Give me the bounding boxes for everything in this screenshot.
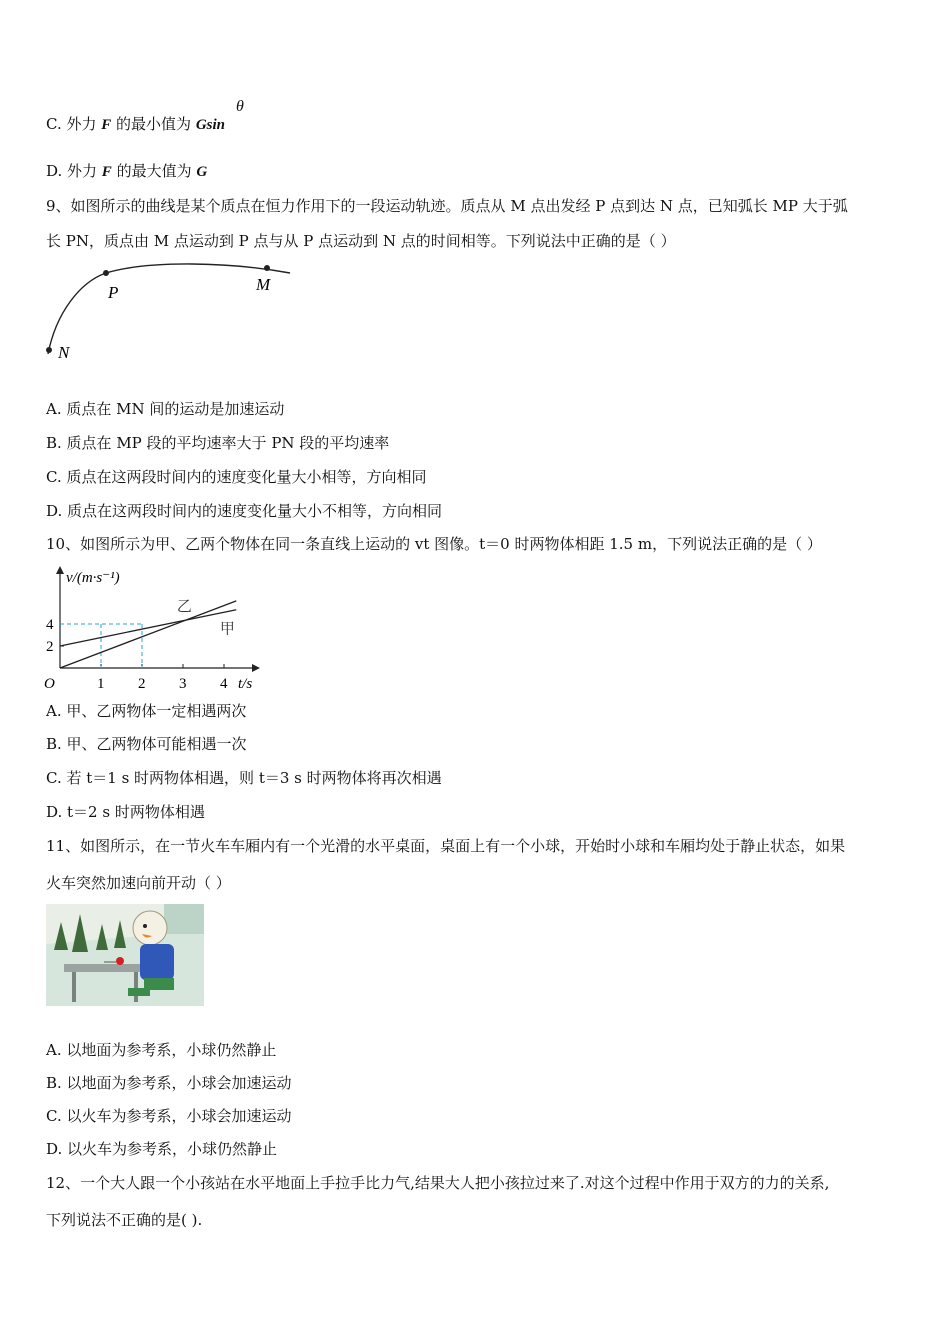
q10-x-tick-label-3: 3 [179,676,187,692]
q9-point-M [264,265,270,271]
q9-trajectory-figure [40,258,300,368]
q10-option-c: C. 若 t＝1 s 时两物体相遇，则 t＝3 s 时两物体将再次相遇 [46,769,442,787]
q9-label-M: M [256,275,271,294]
q9-option-b: B. 质点在 MP 段的平均速率大于 PN 段的平均速率 [46,434,390,452]
q8-c-F: F [101,117,112,133]
q10-series-line-0 [60,610,236,646]
q8-c-Gsin: Gsin [195,117,225,133]
q10-y-tick-label-2: 2 [46,639,54,655]
q9-stem-line1: 9、如图所示的曲线是某个质点在恒力作用下的一段运动轨迹。质点从 M 点出发经 P 点到达 N 点，已知弧长 MP 大于弧 [46,197,848,215]
q8-d-mid: 的最大值为 [111,162,197,180]
q10-x-tick-label-4: 4 [220,676,228,692]
q9-stem-line2: 长 PN，质点由 M 点运动到 P 点与从 P 点运动到 N 点的时间相等。下列说法中正确的是（ ） [46,232,676,250]
q11-option-c: C. 以火车为参考系，小球会加速运动 [46,1107,292,1125]
q8-c-theta: θ [236,98,244,115]
q11-stem-line2: 火车突然加速向前开动（ ） [46,874,231,892]
q11-option-a: A. 以地面为参考系，小球仍然静止 [46,1041,277,1059]
q10-origin-label: O [44,676,55,692]
q8-option-c [46,114,225,135]
q10-option-a: A. 甲、乙两物体一定相遇两次 [46,702,247,720]
q9-label-N: N [58,343,70,362]
q10-x-tick-label-1: 1 [97,676,105,692]
q10-y-tick-label-4: 4 [46,617,54,633]
q8-option-d [46,161,207,182]
q9-option-d: D. 质点在这两段时间内的速度变化量大小不相等，方向相同 [46,502,443,520]
q12-stem-line2: 下列说法不正确的是( ). [46,1211,203,1229]
q11-stem-line1: 11、如图所示，在一节火车车厢内有一个光滑的水平桌面，桌面上有一个小球，开始时小球和车厢均处于静止状态，如果 [46,837,846,855]
q8-d-F: F [101,164,112,180]
q10-series-label-1: 乙 [176,598,192,615]
q8-c-prefix: C. 外力 [46,115,102,133]
ball-icon [116,957,124,965]
q9-option-a: A. 质点在 MN 间的运动是加速运动 [46,400,285,418]
q11-train-illustration [46,904,204,1006]
q10-y-axis-arrow [56,566,64,574]
q10-x-tick-label-2: 2 [138,676,146,692]
child-head-icon [133,911,167,945]
q8-c-mid: 的最小值为 [111,115,196,133]
q9-point-N [46,347,52,353]
q10-series-label-0: 甲 [219,621,235,638]
q9-point-P [103,270,109,276]
q9-label-P: P [108,283,119,302]
q9-curve [48,264,290,354]
q10-option-b: B. 甲、乙两物体可能相遇一次 [46,735,247,753]
q10-series-line-1 [60,598,236,668]
q10-stem: 10、如图所示为甲、乙两个物体在同一条直线上运动的 vt 图像。t＝0 时两物体相距 1.5 m，下列说法正确的是（ ） [46,535,822,553]
q10-x-axis-arrow [252,664,260,672]
q10-y-label: v/(m·s⁻¹) [66,570,120,586]
q10-x-label: t/s [238,676,253,692]
q10-option-d: D. t＝2 s 时两物体相遇 [46,803,205,821]
q11-option-b: B. 以地面为参考系，小球会加速运动 [46,1074,292,1092]
q10-vt-chart [40,562,270,694]
q12-stem-line1: 12、一个大人跟一个小孩站在水平地面上手拉手比力气,结果大人把小孩拉过来了.对这个过程中作用于双方的力的关系, [46,1174,830,1192]
q8-d-G: G [196,164,208,180]
q11-option-d: D. 以火车为参考系，小球仍然静止 [46,1140,278,1158]
child-body [140,944,174,980]
q8-d-prefix: D. 外力 [46,162,102,180]
table-top [64,964,146,972]
q9-option-c: C. 质点在这两段时间内的速度变化量大小相等，方向相同 [46,468,427,486]
